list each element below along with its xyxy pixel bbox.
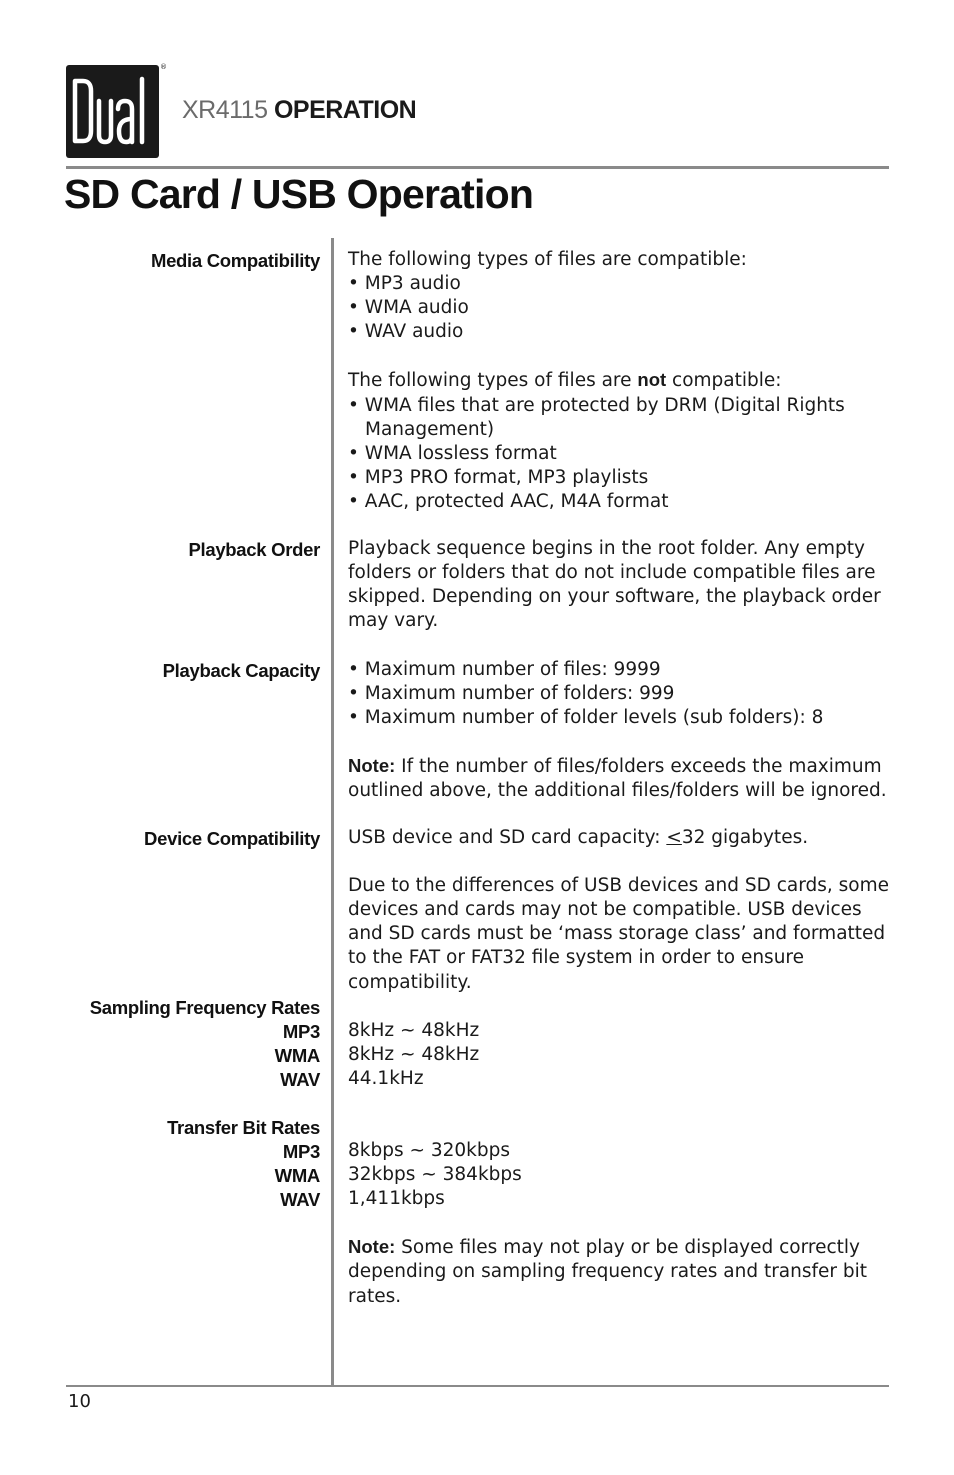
- format-mp3: MP3: [282, 1021, 320, 1042]
- capacity-note: Note: If the number of files/folders exceeds the maximum outlined above, the additional files/folders will be ignored.: [348, 755, 887, 802]
- device-compatibility-content: [348, 826, 896, 995]
- note-label: Note:: [348, 755, 396, 777]
- format-wav: WAV: [280, 1189, 320, 1210]
- device-capacity: USB device and SD card capacity: <32 gigabytes.: [348, 827, 809, 848]
- list-item: • MP3 audio: [348, 272, 896, 296]
- transfer-values: [348, 1139, 896, 1309]
- media-compatibility-content: [348, 248, 896, 514]
- value-wav: 1,411kbps: [348, 1188, 445, 1210]
- value-wav: 44.1kHz: [348, 1068, 424, 1090]
- format-mp3: MP3: [282, 1141, 320, 1162]
- label-playback-capacity: Playback Capacity: [162, 660, 320, 681]
- value-wma: 8kHz ~ 48kHz: [348, 1044, 480, 1066]
- incompatible-list: [348, 394, 896, 514]
- device-text: Due to the differences of USB devices and SD cards, some devices and cards may not be compatible. USB devices and SD cards must be ‘mass storage class’ and formatted to the FAT or FAT32 file system in order to ensure compatibility.: [348, 875, 890, 993]
- header-title: [182, 96, 416, 125]
- dual-logo: [66, 65, 159, 158]
- label-device-compatibility: Device Compatibility: [144, 828, 320, 849]
- page-number: 10: [68, 1391, 91, 1412]
- operation-label: OPERATION: [273, 96, 417, 124]
- format-wma: WMA: [274, 1045, 320, 1066]
- list-item: • WMA lossless format: [348, 442, 896, 466]
- playback-order-text: Playback sequence begins in the root folder. Any empty folders or folders that do not include compatible files are skipped. Depending on your software, the playback order may vary.: [348, 538, 881, 632]
- playback-order-content: [348, 537, 896, 633]
- page-title: SD Card / USB Operation: [64, 171, 534, 217]
- less-equal-symbol: <: [666, 827, 682, 848]
- list-item: • AAC, protected AAC, M4A format: [348, 490, 896, 514]
- value-mp3: 8kHz ~ 48kHz: [348, 1020, 480, 1041]
- transfer-note: Note: Some files may not play or be displayed correctly depending on sampling frequency rates and transfer bit rates.: [348, 1236, 868, 1307]
- registered-mark: ®: [160, 63, 167, 71]
- top-divider: [66, 166, 889, 169]
- sampling-values: [348, 1019, 896, 1091]
- list-item: • MP3 PRO format, MP3 playlists: [348, 466, 896, 490]
- list-item: • Maximum number of folder levels (sub folders): 8: [348, 706, 896, 730]
- compatible-intro: The following types of files are compatible:: [348, 249, 747, 270]
- list-item: • WMA audio: [348, 296, 896, 320]
- dual-logo-icon: [66, 65, 159, 158]
- format-wma: WMA: [274, 1165, 320, 1186]
- model-name: XR4115: [182, 96, 268, 124]
- list-item: • Maximum number of files: 9999: [348, 658, 896, 682]
- list-item: • WAV audio: [348, 320, 896, 344]
- label-sampling-frequency: Sampling Frequency Rates MP3 WMA WAV: [89, 997, 320, 1090]
- incompatible-intro: The following types of files are not compatible:: [348, 369, 782, 392]
- note-label: Note:: [348, 1236, 396, 1258]
- capacity-list: [348, 658, 896, 730]
- column-divider: [331, 238, 334, 1385]
- label-media-compatibility: Media Compatibility: [150, 250, 320, 271]
- list-item: • WMA files that are protected by DRM (Digital Rights Management): [348, 394, 896, 442]
- label-playback-order: Playback Order: [188, 539, 320, 560]
- bottom-divider: [66, 1385, 889, 1387]
- value-wma: 32kbps ~ 384kbps: [348, 1164, 522, 1186]
- playback-capacity-content: [348, 658, 896, 804]
- label-transfer-bit-rates: Transfer Bit Rates MP3 WMA WAV: [167, 1117, 320, 1210]
- list-item: • Maximum number of folders: 999: [348, 682, 896, 706]
- value-mp3: 8kbps ~ 320kbps: [348, 1140, 511, 1161]
- compatible-list: [348, 272, 896, 344]
- format-wav: WAV: [280, 1069, 320, 1090]
